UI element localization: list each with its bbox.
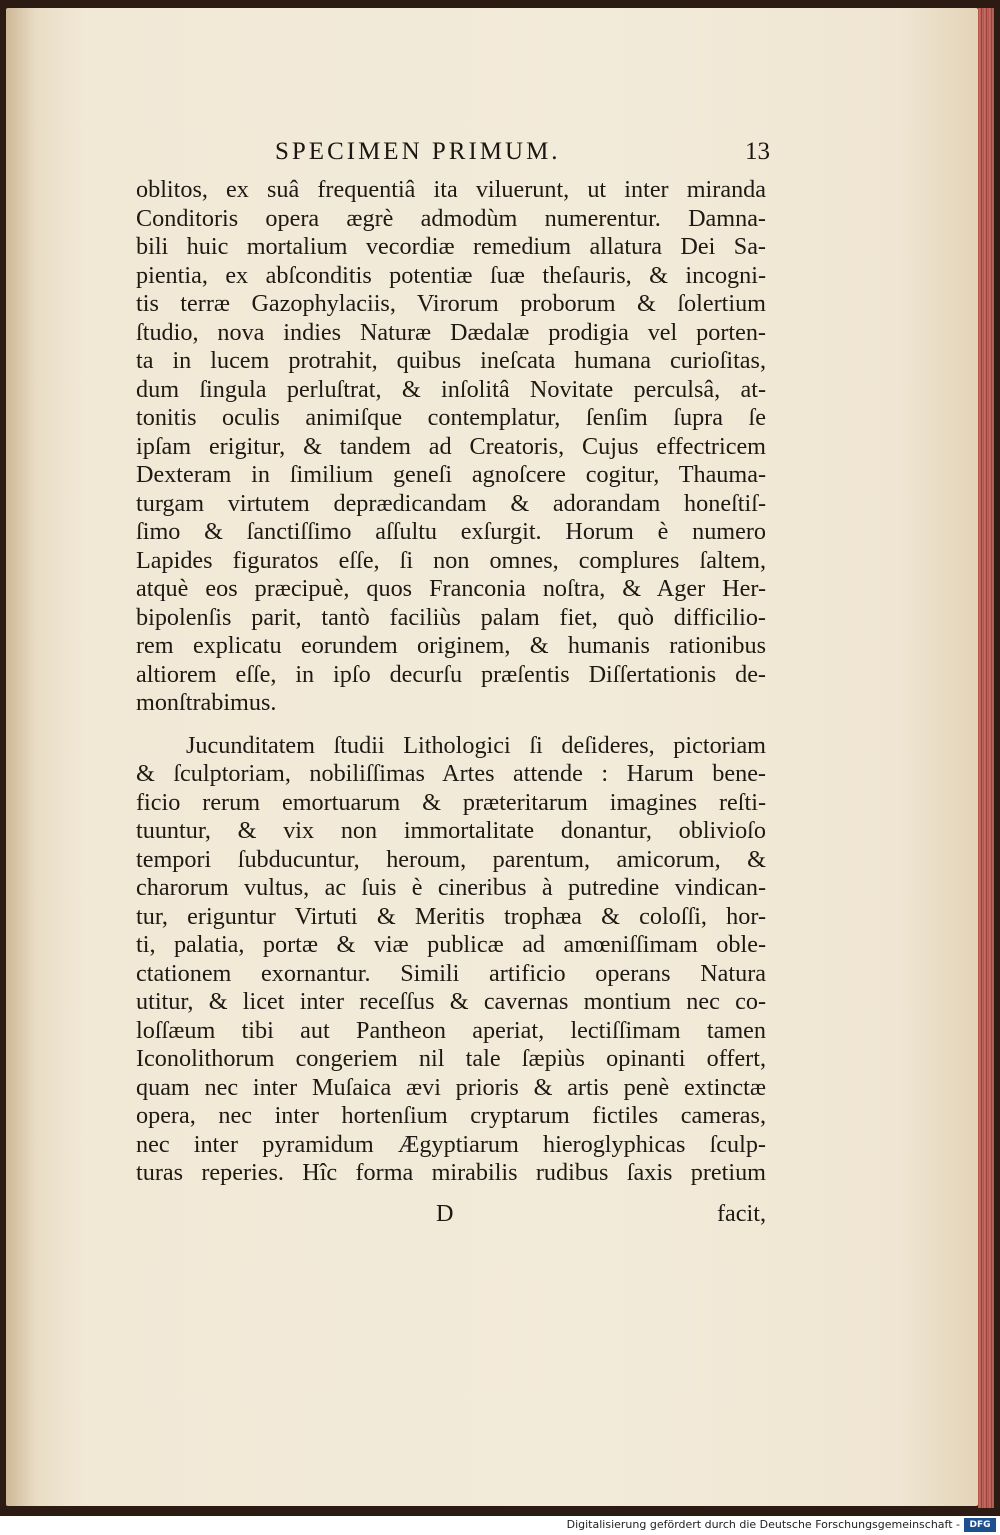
text-line: Iconolithorum congeriem nil tale ſæpiùs opinanti offert,: [136, 1045, 766, 1072]
text-line: pientia, ex abſconditis potentiæ ſuæ theſauris, & incogni-: [136, 261, 766, 289]
text-line: & ſculptoriam, nobiliſſimas Artes attende : Harum bene-: [136, 760, 766, 787]
body-text: [136, 176, 766, 1188]
text-line: dum ſingula perluſtrat, & inſolitâ Novitate perculsâ, at-: [136, 375, 766, 403]
text-line: ta in lucem protrahit, quibus ineſcata humana curioſitas,: [136, 347, 766, 374]
page-edge-stack: [978, 8, 994, 1508]
text-line: turas reperies. Hîc forma mirabilis rudibus ſaxis pretium: [136, 1159, 766, 1186]
text-line: bili huic mortalium vecordiæ remedium allatura Dei Sa-: [136, 233, 766, 260]
text-line: utitur, & licet inter receſſus & cavernas montium nec co-: [136, 988, 766, 1015]
text-line: monſtrabimus.: [136, 689, 277, 716]
text-line: quam nec inter Muſaica ævi prioris & artis penè extinctæ: [136, 1073, 766, 1101]
text-line: ſimo & ſanctiſſimo aſſultu exſurgit. Horum è numero: [136, 518, 766, 545]
text-line: ctationem exornantur. Simili artificio operans Natura: [136, 959, 766, 987]
text-line: Dexteram in ſimilium geneſi agnoſcere cogitur, Thauma-: [136, 461, 766, 488]
page-foot: [136, 1200, 766, 1234]
text-line: ipſam erigitur, & tandem ad Creatoris, Cujus effectricem: [136, 432, 766, 460]
text-line: loſſæum tibi aut Pantheon aperiat, lectiſſimam tamen: [136, 1016, 766, 1044]
text-line: ti, palatia, portæ & viæ publicæ ad amœniſſimam oble-: [136, 931, 766, 958]
paragraph-gap: [136, 718, 766, 732]
text-line: atquè eos præcipuè, quos Franconia noſtra, & Ager Her-: [136, 575, 766, 602]
text-line: opera, nec inter hortenſium cryptarum fictiles cameras,: [136, 1102, 766, 1129]
funding-notice: Digitalisierung gefördert durch die Deutsche Forschungsgemeinschaft -: [566, 1518, 960, 1531]
text-line: Jucunditatem ſtudii Lithologici ſi deſideres, pictoriam: [186, 731, 766, 759]
text-line: tis terræ Gazophylaciis, Virorum proborum & ſolertium: [136, 290, 766, 317]
dfg-logo-icon: DFG: [964, 1518, 996, 1532]
text-line: nec inter pyramidum Ægyptiarum hieroglyphicas ſculp-: [136, 1130, 766, 1158]
text-line: Conditoris opera ægrè admodùm numerentur. Damna-: [136, 204, 766, 232]
text-line: rem explicatu eorundem originem, & humanis rationibus: [136, 632, 766, 659]
text-line: altiorem eſſe, in ipſo decurſu præſentis Diſſertationis de-: [136, 660, 766, 688]
text-line: turgam virtutem deprædicandam & adorandam honeſtiſ-: [136, 489, 766, 517]
text-line: ficio rerum emortuarum & præteritarum imagines reſti-: [136, 788, 766, 816]
text-line: bipolenſis parit, tantò faciliùs palam fiet, quò difficilio-: [136, 603, 766, 631]
text-line: oblitos, ex suâ frequentiâ ita viluerunt, ut inter miranda: [136, 176, 766, 203]
text-line: tonitis oculis animiſque contemplatur, ſenſim ſupra ſe: [136, 404, 766, 431]
text-line: ſtudio, nova indies Naturæ Dædalæ prodigia vel porten-: [136, 318, 766, 346]
text-line: tempori ſubducuntur, heroum, parentum, amicorum, &: [136, 845, 766, 873]
signature-mark: D: [436, 1200, 454, 1227]
text-line: charorum vultus, ac ſuis è cineribus à putredine vindican-: [136, 874, 766, 901]
running-head: [135, 138, 770, 172]
page-number: 13: [745, 138, 770, 165]
running-title: SPECIMEN PRIMUM.: [275, 138, 561, 165]
text-line: tuuntur, & vix non immortalitate donantur, oblivioſo: [136, 817, 766, 844]
digitization-banner: [0, 1516, 1000, 1535]
text-line: Lapides figuratos eſſe, ſi non omnes, complures ſaltem,: [136, 546, 766, 574]
text-line: tur, eriguntur Virtuti & Meritis trophæa & coloſſi, hor-: [136, 902, 766, 930]
catchword: facit,: [716, 1200, 766, 1227]
